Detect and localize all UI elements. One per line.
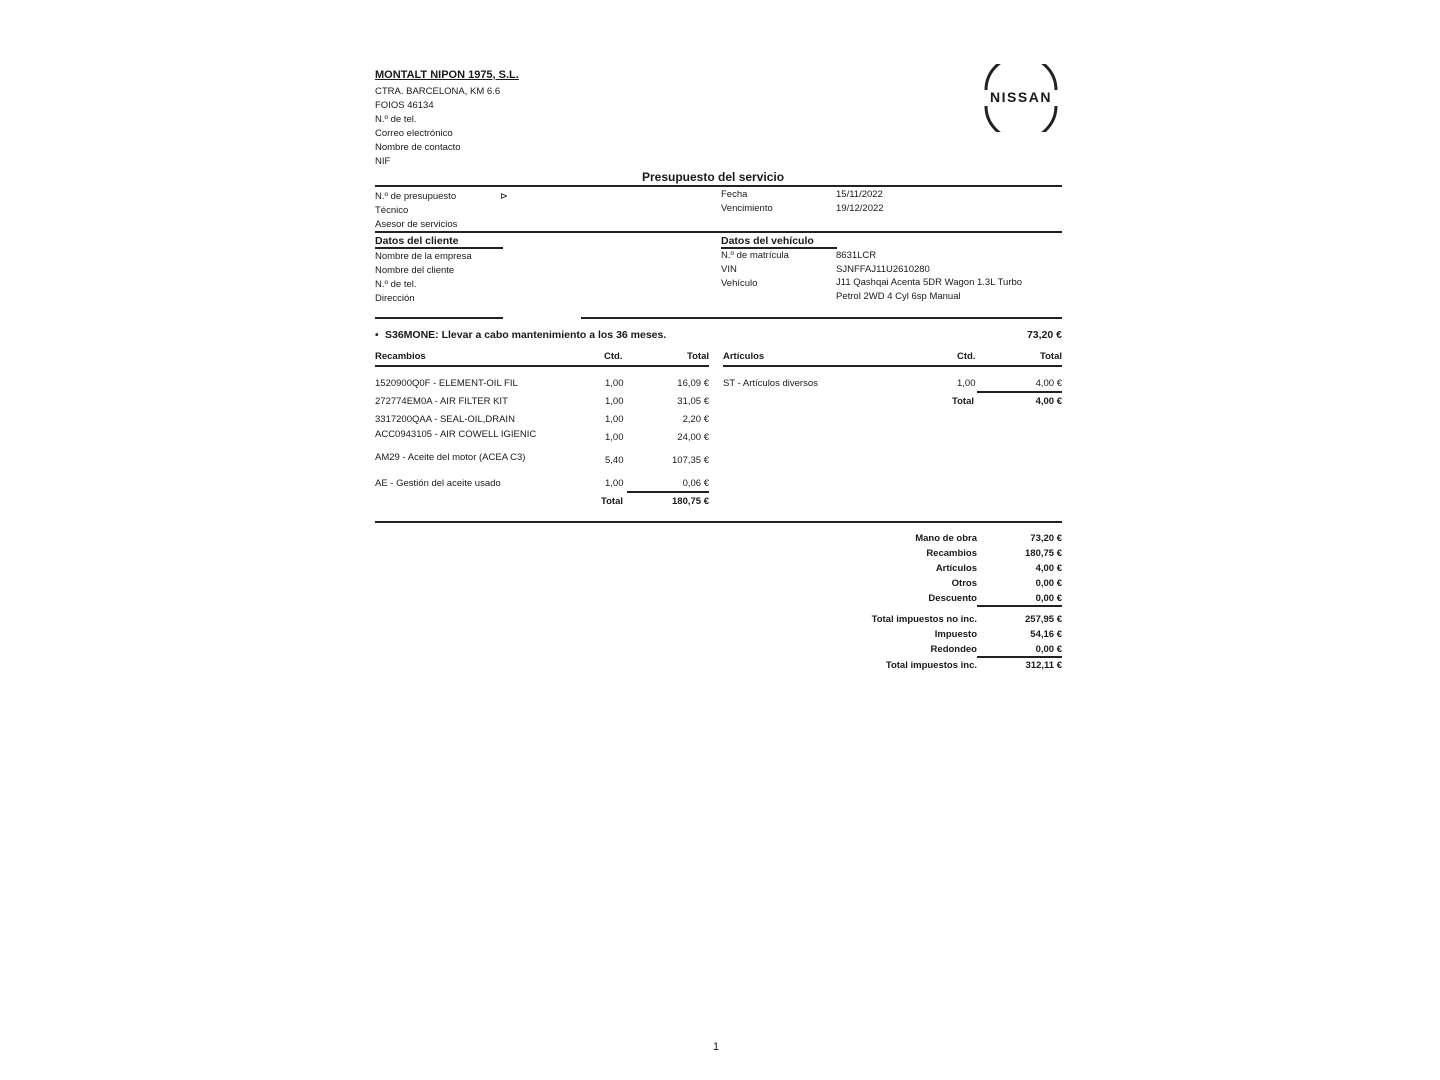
plate-label: N.º de matrícula [721,250,789,261]
company-address: CTRA. BARCELONA, KM 6.6 [375,86,501,97]
client-name-label: Nombre del cliente [375,265,455,276]
summary-grand-total-label: Total impuestos inc. [885,660,977,671]
plate-value: 8631LCR [836,250,877,261]
logo-wordmark: NISSAN [990,89,1052,105]
parts-row-1-total: 16,09 € [677,378,709,389]
summary-tax-label: Impuesto [934,629,977,640]
service-bullet: • [375,330,379,341]
vehicle-bottom-divider [581,317,1062,319]
vehicle-label: Vehículo [721,278,758,289]
articles-header-divider [723,365,1062,367]
parts-row-3-qty: 1,00 [605,414,624,425]
vehicle-heading: Datos del vehículo [721,235,814,247]
articles-total-label: Total [952,396,974,407]
client-bottom-divider [375,317,503,319]
summary-subtotal-label: Total impuestos no inc. [871,614,977,625]
info-divider [375,231,1062,233]
summary-labor-value: 73,20 € [1030,533,1062,544]
summary-others-label: Otros [951,578,977,589]
company-email-label: Correo electrónico [375,128,453,139]
title-divider [375,185,1062,187]
summary-discount-value: 0,00 € [1035,593,1062,604]
summary-subtotal-divider [977,605,1062,607]
date-value: 15/11/2022 [836,189,883,200]
service-price: 73,20 € [1026,329,1062,341]
vehicle-heading-underline [721,247,837,249]
parts-row-4-qty: 1,00 [605,432,624,443]
parts-row-6-qty: 1,00 [605,478,624,489]
budget-no-label: N.º de presupuesto [375,191,457,202]
client-address-label: Dirección [375,293,415,304]
summary-total-divider [977,656,1062,658]
due-label: Vencimiento [721,203,773,214]
parts-row-2-name: 272774EM0A - AIR FILTER KIT [375,396,508,407]
parts-header-qty: Ctd. [604,351,623,362]
summary-parts-value: 180,75 € [1025,548,1062,559]
parts-row-2-total: 31,05 € [677,396,709,407]
summary-parts-label: Recambios [926,548,977,559]
parts-header-divider [375,365,709,367]
summary-articles-label: Artículos [935,563,977,574]
client-heading-underline [375,247,503,249]
parts-header-total: Total [687,351,709,362]
summary-rounding-label: Redondeo [930,644,977,655]
client-heading: Datos del cliente [375,235,459,247]
summary-labor-label: Mano de obra [915,533,977,544]
articles-header-total: Total [1040,351,1062,362]
parts-row-5-total: 107,35 € [672,455,709,466]
company-city: FOIOS 46134 [375,100,434,111]
articles-row-1-qty: 1,00 [957,378,976,389]
date-label: Fecha [721,189,748,200]
parts-row-1-qty: 1,00 [605,378,624,389]
summary-discount-label: Descuento [928,593,977,604]
summary-subtotal-value: 257,95 € [1025,614,1062,625]
summary-tax-value: 54,16 € [1030,629,1062,640]
parts-row-3-total: 2,20 € [682,414,709,425]
articles-row-1-name: ST - Artículos diversos [723,378,818,389]
vin-value: SJNFFAJ11U2610280 [836,264,930,275]
summary-divider [375,521,1062,523]
summary-grand-total-value: 312,11 € [1025,660,1062,671]
parts-total-divider [627,491,709,493]
summary-others-value: 0,00 € [1035,578,1062,589]
parts-row-5-name: AM29 - Aceite del motor (ACEA C3) [375,452,526,463]
summary-rounding-value: 0,00 € [1035,644,1062,655]
articles-total-value: 4,00 € [1035,396,1062,407]
company-nif-label: NIF [375,156,391,167]
client-phone-label: N.º de tel. [375,279,417,290]
parts-total-label: Total [601,496,623,507]
vin-label: VIN [721,264,737,275]
client-company-label: Nombre de la empresa [375,251,472,262]
articles-header-name: Artículos [723,351,765,362]
parts-header-name: Recambios [375,351,426,362]
articles-total-divider [977,391,1062,393]
company-phone-label: N.º de tel. [375,114,417,125]
parts-row-1-name: 1520900Q0F - ELEMENT-OIL FIL [375,378,518,389]
nissan-logo-icon [978,64,1064,132]
company-contact-label: Nombre de contacto [375,142,461,153]
parts-row-5-qty: 5,40 [605,455,624,466]
page-title: Presupuesto del servicio [642,170,785,184]
advisor-label: Asesor de servicios [375,219,458,230]
due-value: 19/12/2022 [836,203,884,214]
technician-label: Técnico [375,205,409,216]
parts-row-2-qty: 1,00 [605,396,624,407]
parts-row-4-total: 24,00 € [677,432,709,443]
parts-row-6-total: 0,06 € [682,478,709,489]
summary-articles-value: 4,00 € [1035,563,1062,574]
articles-row-1-total: 4,00 € [1035,378,1062,389]
vehicle-model-line2: Petrol 2WD 4 Cyl 6sp Manual [836,291,961,302]
vehicle-model-line1: J11 Qashqai Acenta 5DR Wagon 1.3L Turbo [836,277,1023,288]
parts-row-3-name: 3317200QAA - SEAL-OIL,DRAIN [375,414,515,425]
articles-header-qty: Ctd. [957,351,976,362]
service-description: S36MONE: Llevar a cabo mantenimiento a los 36 meses. [385,329,667,341]
parts-total-value: 180,75 € [672,496,709,507]
page-number: 1 [713,1041,720,1053]
company-name: MONTALT NIPON 1975, S.L. [375,69,519,81]
budget-no-mark: ⊳ [500,191,508,202]
parts-row-6-name: AE - Gestión del aceite usado [375,478,501,489]
parts-row-4-name: ACC0943105 - AIR COWELL IGIENIC [375,429,537,440]
